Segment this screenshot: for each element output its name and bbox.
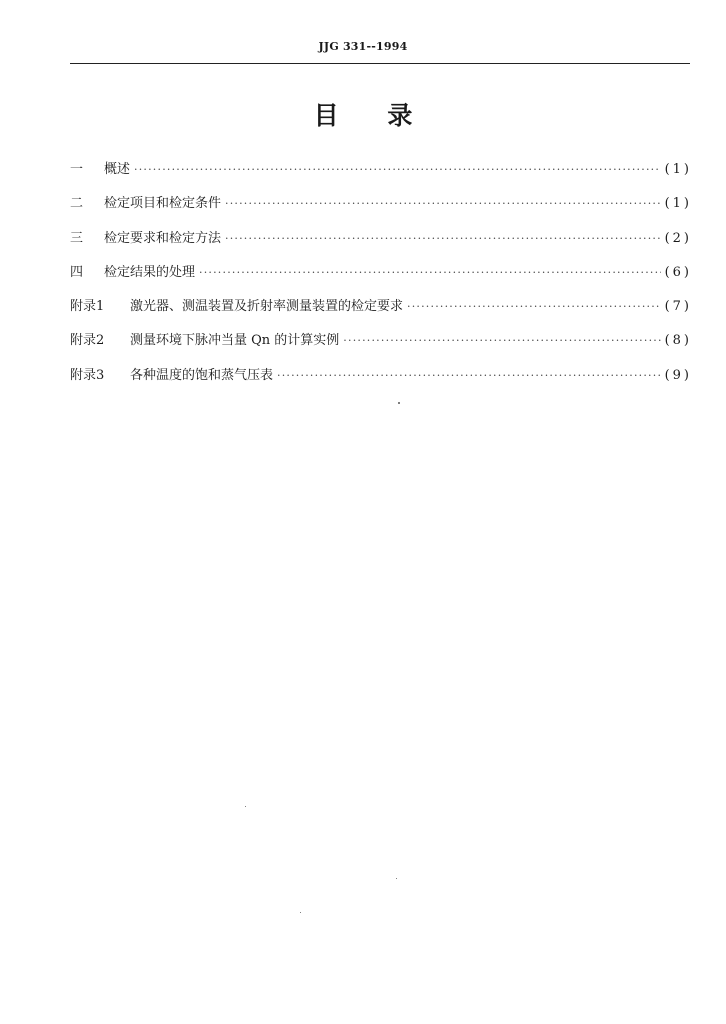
toc-entry-title: 概述 — [104, 162, 131, 177]
toc-entry-number: 附录3 — [70, 367, 105, 383]
toc-entry-number: 二 — [70, 196, 84, 212]
scan-speck — [245, 806, 246, 807]
toc-entry-number: 附录2 — [70, 333, 105, 349]
toc-entry-number: 三 — [70, 230, 84, 246]
toc-entry-number: 一 — [70, 162, 84, 177]
toc-entry-title: 检定结果的处理 — [104, 264, 196, 280]
toc-entry-number: 附录1 — [70, 299, 105, 315]
toc-entry-page: (8) — [664, 333, 692, 349]
toc-entry[interactable] — [70, 192, 692, 226]
toc-entry-number: 四 — [70, 264, 84, 280]
header-rule — [70, 63, 690, 64]
toc-entry-page: (7) — [664, 299, 692, 315]
toc-leader-dots — [343, 334, 660, 347]
toc-title: 目 录 — [313, 101, 413, 130]
toc-leader-dots — [199, 266, 661, 279]
toc-entry-title: 各种温度的饱和蒸气压表 — [130, 367, 274, 383]
toc-entry[interactable] — [70, 329, 692, 363]
toc-entry-page: (6) — [664, 264, 692, 280]
scan-speck — [300, 912, 301, 913]
toc-entry[interactable] — [70, 364, 692, 398]
scan-speck — [396, 878, 397, 879]
toc-entry-page: (1) — [664, 162, 692, 177]
scan-speck — [398, 402, 400, 404]
toc-entry-title: 检定要求和检定方法 — [104, 230, 222, 246]
toc-leader-dots — [134, 163, 661, 176]
toc-list — [70, 158, 692, 398]
toc-entry-page: (1) — [664, 196, 692, 212]
toc-entry-title: 测量环境下脉冲当量 Qn 的计算实例 — [130, 333, 340, 349]
toc-entry[interactable] — [70, 227, 692, 261]
toc-entry[interactable] — [70, 295, 692, 329]
toc-leader-dots — [277, 369, 661, 382]
toc-entry[interactable] — [70, 261, 692, 295]
toc-entry-page: (9) — [664, 367, 692, 383]
toc-leader-dots — [225, 197, 661, 210]
toc-entry[interactable] — [70, 158, 692, 192]
standard-code: JJG 331--1994 — [318, 40, 408, 53]
toc-entry-title: 激光器、测温装置及折射率测量装置的检定要求 — [130, 299, 404, 315]
toc-leader-dots — [407, 300, 661, 313]
toc-entry-page: (2) — [664, 230, 692, 246]
toc-entry-title: 检定项目和检定条件 — [104, 196, 222, 212]
toc-leader-dots — [225, 232, 661, 245]
